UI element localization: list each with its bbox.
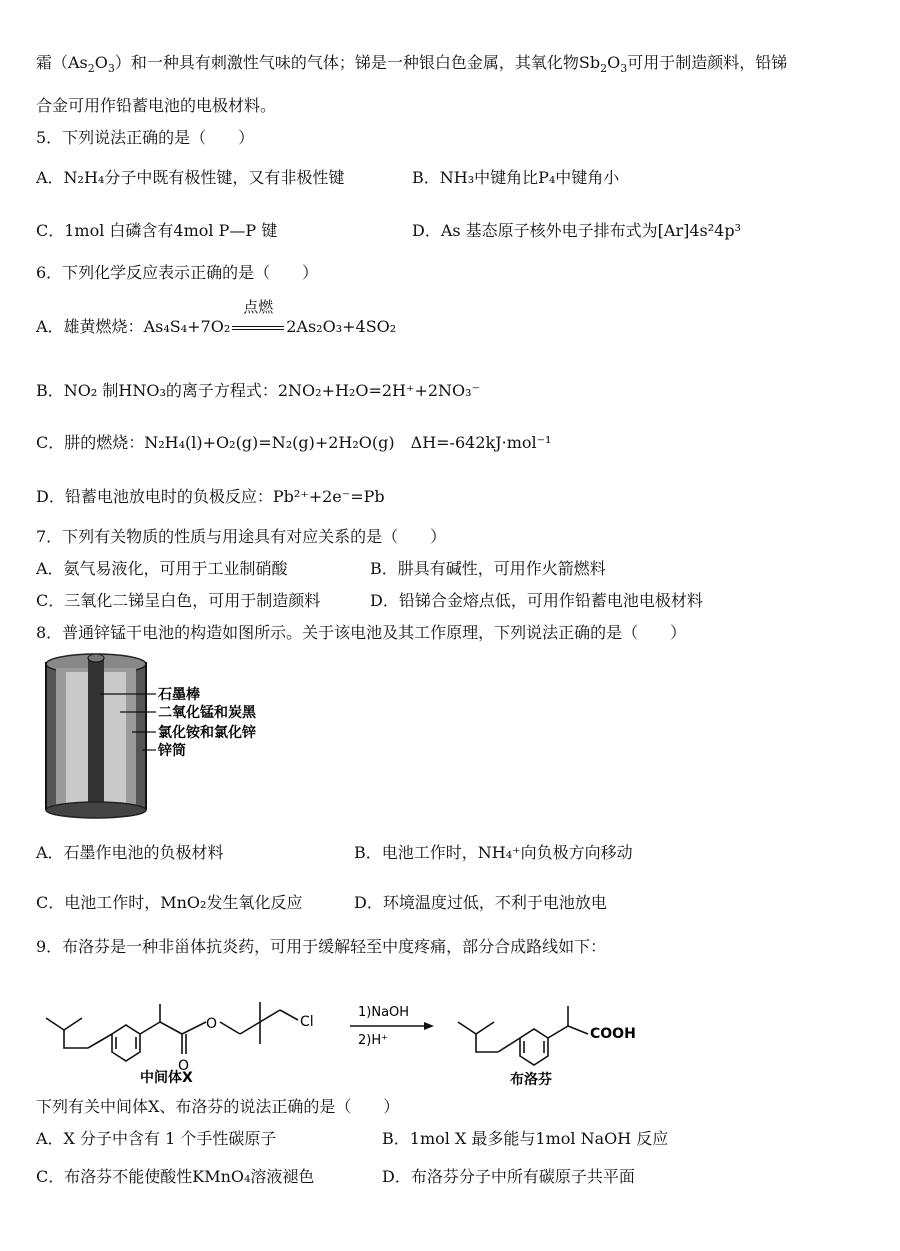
ibuprofen-structure — [458, 1006, 588, 1065]
q6-option-a — [36, 298, 397, 338]
q5-option-d: D．As 基态原子核外电子排布式为[Ar]4s²4p³ — [412, 221, 742, 240]
chlorine-atom: Cl — [300, 1014, 314, 1030]
label-zinc-can: 锌筒 — [158, 743, 186, 759]
q6-option-c: C．肼的燃烧：N₂H₄(l)+O₂(g)=N₂(g)+2H₂O(g) ΔH=-642kJ·mol⁻¹ — [36, 433, 552, 452]
label-nh4cl-zncl2: 氯化铵和氯化锌 — [158, 725, 256, 741]
q6-a-condition: 点燃 — [243, 298, 274, 316]
q7-option-c: C．三氧化二锑呈白色，可用于制造颜料 — [36, 591, 321, 610]
reagent-2: 2)H⁺ — [358, 1033, 388, 1048]
q7-option-b: B．肼具有碱性，可用作火箭燃料 — [370, 559, 606, 578]
label-mno2-carbon: 二氧化锰和炭黑 — [158, 705, 256, 721]
q6-a-label: A．雄黄燃烧： — [36, 317, 144, 336]
reagent-1: 1)NaOH — [358, 1005, 410, 1020]
q8-stem: 8．普通锌锰干电池的构造如图所示。关于该电池及其工作原理，下列说法正确的是（ ） — [36, 623, 687, 642]
battery-diagram — [38, 650, 278, 820]
intro-line-2: 合金可用作铅蓄电池的电极材料。 — [36, 96, 277, 115]
label-graphite-rod: 石墨棒 — [158, 687, 200, 703]
name-ibuprofen: 布洛芬 — [510, 1072, 552, 1087]
carbonyl-oxygen: O — [178, 1058, 190, 1074]
q8-option-a: A．石墨作电池的负极材料 — [36, 843, 224, 862]
q6-option-b: B．NO₂ 制HNO₃的离子方程式：2NO₂+H₂O=2H⁺+2NO₃⁻ — [36, 381, 481, 400]
q9-stem: 9．布洛芬是一种非甾体抗炎药，可用于缓解轻至中度疼痛，部分合成路线如下： — [36, 937, 607, 956]
q6-a-eq-right: 2As₂O₃+4SO₂ — [286, 317, 397, 336]
name-intermediate-x: 中间体X — [140, 1070, 193, 1086]
q5-option-c: C．1mol 白磷含有4mol P—P 键 — [36, 221, 278, 240]
q8-option-b: B．电池工作时，NH₄⁺向负极方向移动 — [354, 843, 633, 862]
q9-option-a: A．X 分子中含有 1 个手性碳原子 — [36, 1129, 277, 1148]
q9-option-c: C．布洛芬不能使酸性KMnO₄溶液褪色 — [36, 1167, 315, 1186]
q5-option-b: B．NH₃中键角比P₄中键角小 — [412, 168, 620, 187]
battery-graphite-rod — [88, 658, 104, 808]
intermediate-x-structure — [46, 1002, 298, 1061]
carboxyl-group: COOH — [590, 1026, 636, 1042]
q6-stem: 6．下列化学反应表示正确的是（ ） — [36, 263, 319, 282]
q6-a-condition-arrow — [230, 298, 286, 338]
q6-a-eq-left: As₄S₄+7O₂ — [143, 317, 231, 336]
q8-option-d: D．环境温度过低，不利于电池放电 — [354, 893, 607, 912]
ester-oxygen: O — [206, 1016, 218, 1032]
q9-prompt: 下列有关中间体X、布洛芬的说法正确的是（ ） — [36, 1097, 400, 1116]
q9-option-d: D．布洛芬分子中所有碳原子共平面 — [382, 1167, 635, 1186]
q8-option-c: C．电池工作时，MnO₂发生氧化反应 — [36, 893, 303, 912]
intro-line-1: 霜$(As_2O_3)$和一种具有刺激性气味的气体；锑是一种银白色金属，其氧化物$Sb_2O_3$可用于制造颜料，铅锑 — [36, 53, 788, 76]
q9-option-b: B．1mol X 最多能与1mol NaOH 反应 — [382, 1129, 669, 1148]
q6-option-d: D．铅蓄电池放电时的负极反应：Pb²⁺+2e⁻=Pb — [36, 487, 385, 506]
q5-stem: 5．下列说法正确的是（ ） — [36, 128, 255, 147]
q5-option-a: A．N₂H₄分子中既有极性键，又有非极性键 — [36, 168, 345, 187]
synthesis-route-diagram — [40, 982, 660, 1087]
q7-stem: 7．下列有关物质的性质与用途具有对应关系的是（ ） — [36, 527, 447, 546]
q7-option-a: A．氨气易液化，可用于工业制硝酸 — [36, 559, 288, 578]
q7-option-d: D．铅锑合金熔点低，可用作铅蓄电池电极材料 — [370, 591, 703, 610]
